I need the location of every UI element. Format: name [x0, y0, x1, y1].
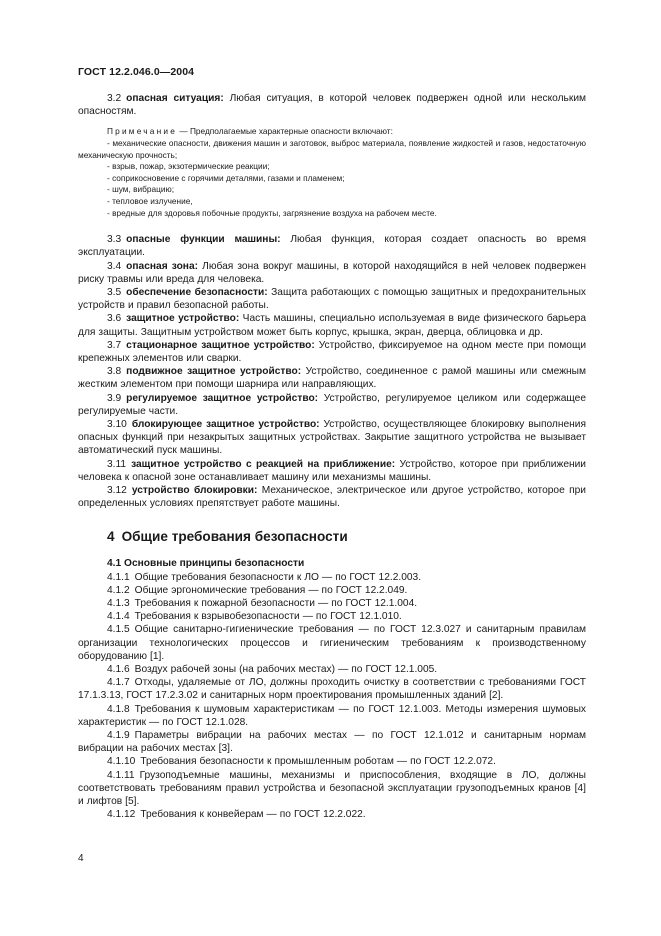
document-body: [78, 92, 586, 821]
clause-4-1-4: [78, 610, 586, 623]
definition-3-11: [78, 458, 586, 484]
clause-number: 4.1.8: [107, 703, 130, 715]
clause-term: подвижное защитное устройство:: [126, 366, 302, 378]
clause-4-1-7: [78, 676, 586, 702]
clause-text: Воздух рабочей зоны (на рабочих местах) — по ГОСТ 12.1.005.: [134, 664, 438, 676]
clause-number: 4.1.4: [107, 611, 130, 623]
clause-number: 3.4: [107, 260, 122, 272]
clause-term: защитное устройство:: [126, 313, 240, 325]
clause-4-1-12: [78, 808, 586, 821]
definition-3-10: [78, 418, 586, 458]
clause-number: 3.5: [107, 286, 122, 298]
definition-3-7: [78, 339, 586, 365]
clause-text: Требования к конвейерам — по ГОСТ 12.2.022.: [140, 809, 366, 821]
subsection-number: 4.1: [107, 558, 122, 570]
clause-term: опасная зона:: [126, 260, 199, 272]
clause-number: 4.1.2: [107, 584, 130, 596]
clause-number: 3.12: [107, 485, 127, 497]
clause-term: блокирующее защитное устройство:: [131, 419, 320, 430]
definition-3-4: [78, 260, 586, 286]
clause-number: 3.11: [107, 458, 127, 470]
clause-term: опасная ситуация:: [126, 93, 224, 104]
clause-number: 4.1.5: [107, 624, 130, 636]
note-item: - шум, вибрацию;: [107, 184, 175, 195]
clause-number: 4.1.6: [107, 664, 130, 676]
clause-text: Грузоподъемные машины, механизмы и приспособления, входящие в ЛО, должны соответствовать требованиям правил устройства и безопасной эксплуатации грузоподъемных кранов [4] и лифтов [5].: [78, 769, 586, 808]
clause-number: 4.1.3: [107, 598, 130, 610]
clause-text: Требования к взрывобезопасности — по ГОСТ 12.1.010.: [134, 611, 402, 623]
clause-4-1-8: [78, 703, 586, 729]
note-block: [78, 126, 586, 219]
clause-text: Общие эргономические требования — по ГОСТ 12.2.049.: [134, 584, 408, 596]
clause-text: Любая функция, которая создает опасность во время эксплуатации.: [78, 234, 587, 259]
clause-4-1-10: [78, 755, 586, 768]
clause-term: стационарное защитное устройство:: [126, 339, 315, 351]
clause-term: защитное устройство с реакцией на приближение:: [131, 458, 396, 470]
definition-3-5: [78, 286, 586, 312]
definition-3-9: [78, 392, 586, 418]
clause-number: 4.1.12: [107, 809, 136, 821]
definition-3-2: [78, 92, 586, 118]
clause-number: 3.8: [107, 366, 122, 378]
clause-text: Механическое, электрическое или другое устройство, которое при определенных условиях препятствует работе машины.: [78, 485, 586, 510]
clause-number: 3.6: [107, 313, 122, 325]
clause-text: Часть машины, специально используемая в виде физического барьера для защиты. Защитным устройством может быть корпус, крышка, экран, дверца, облицовка и др.: [78, 313, 587, 338]
clause-number: 3.3: [107, 234, 122, 246]
clause-number: 3.10: [107, 419, 127, 430]
clause-term: опасные функции машины:: [126, 234, 281, 246]
note-intro-text: — Предполагаемые характерные опасности включают:: [177, 126, 393, 137]
clause-term: устройство блокировки:: [131, 485, 258, 497]
clause-number: 4.1.1: [107, 571, 130, 583]
clause-4-1-1: [78, 571, 586, 584]
clause-4-1-6: [78, 663, 586, 676]
clause-number: 3.9: [107, 392, 122, 404]
clause-text: Отходы, удаляемые от ЛО, должны проходить очистку в соответствии с требованиями ГОСТ 17.1.3.13, ГОСТ 17.2.3.02 и санитарных норм проектирования промышленных зданий [2].: [78, 677, 586, 702]
definition-3-3: [78, 233, 586, 259]
clause-text: Требования к пожарной безопасности — по ГОСТ 12.1.004.: [134, 598, 418, 610]
clause-4-1-5: [78, 623, 586, 663]
clause-text: Общие санитарно-гигиенические требования — по ГОСТ 12.3.027 и санитарным правилам организации технологических процессов и гигиеническим требованиям к производственному оборудованию [1].: [78, 624, 586, 662]
clause-text: Требования безопасности к промышленным роботам — по ГОСТ 12.2.072.: [140, 756, 496, 768]
clause-text: Устройство, регулируемое целиком или содержащее регулируемые части.: [78, 392, 587, 417]
clause-text: Устройство, соединенное с рамой машины или смежным жестким элементом при помощи шарнира или направляющих.: [78, 366, 587, 391]
clause-4-1-2: [78, 584, 586, 597]
clause-text: Защита работающих с помощью защитных и предохранительных устройств и правил безопасной работы.: [78, 286, 586, 312]
note-item: - соприкосновение с горячими деталями, газами и пламенем;: [107, 172, 345, 183]
clause-number: 3.2: [107, 93, 122, 104]
clause-text: Устройство, фиксируемое на одном месте при помощи крепежных элементов или сварки.: [78, 339, 587, 364]
section-number: 4: [107, 529, 115, 545]
clause-text: Общие требования безопасности к ЛО — по ГОСТ 12.2.003.: [134, 571, 422, 583]
page-number: 4: [78, 853, 84, 864]
subsection-title: Основные принципы безопасности: [124, 558, 305, 570]
definition-3-8: [78, 365, 586, 391]
definition-3-12: [78, 484, 586, 510]
note-item: - механические опасности, движения машин и заготовок, выброс материала, появление жидкостей и газов, недостаточную механическую прочность;: [78, 138, 586, 160]
clause-text: Параметры вибрации на рабочих местах — по ГОСТ 12.1.012 и санитарным нормам вибрации на рабочих местах [3].: [78, 730, 586, 755]
note-item: - взрыв, пожар, экзотермические реакции;: [107, 161, 270, 172]
clause-number: 4.1.7: [107, 677, 130, 689]
clause-term: регулируемое защитное устройство:: [126, 392, 319, 404]
clause-text: Устройство, которое при приближении человека к опасной зоне останавливает машину или механизмы машины.: [78, 458, 586, 483]
section-title: Общие требования безопасности: [121, 529, 348, 545]
clause-number: 3.7: [107, 339, 122, 351]
note-item: - вредные для здоровья побочные продукты, загрязнение воздуха на рабочем месте.: [107, 207, 437, 218]
clause-number: 4.1.9: [107, 730, 130, 742]
clause-4-1-11: [78, 769, 586, 809]
section-heading: [78, 528, 586, 545]
clause-4-1-3: [78, 597, 586, 610]
clause-term: обеспечение безопасности:: [126, 286, 268, 298]
clause-4-1-9: [78, 729, 586, 755]
note-item: - тепловое излучение,: [107, 195, 193, 206]
note-label: Примечание: [107, 126, 178, 137]
clause-text: Любая зона вокруг машины, в которой находящийся в ней человек подвержен риску травмы или вреда для человека.: [78, 260, 587, 285]
clause-text: Любая ситуация, в которой человек подвержен одной или нескольким опасностям.: [78, 93, 587, 118]
clause-number: 4.1.11: [107, 769, 135, 781]
clause-text: Требования к шумовым характеристикам — по ГОСТ 12.1.003. Методы измерения шумовых характеристик — по ГОСТ 12.1.028.: [78, 703, 586, 728]
page-header: ГОСТ 12.2.046.0—2004: [78, 66, 195, 78]
clause-number: 4.1.10: [107, 756, 136, 768]
clause-text: Устройство, осуществляющее блокировку выполнения опасных функций при незакрытых защитных устройствах. Закрытие защитного устройства не вызывает автоматический пуск машины.: [78, 419, 587, 457]
subsection-heading: [78, 557, 586, 570]
note-intro: [78, 126, 586, 138]
definition-3-6: [78, 312, 586, 338]
